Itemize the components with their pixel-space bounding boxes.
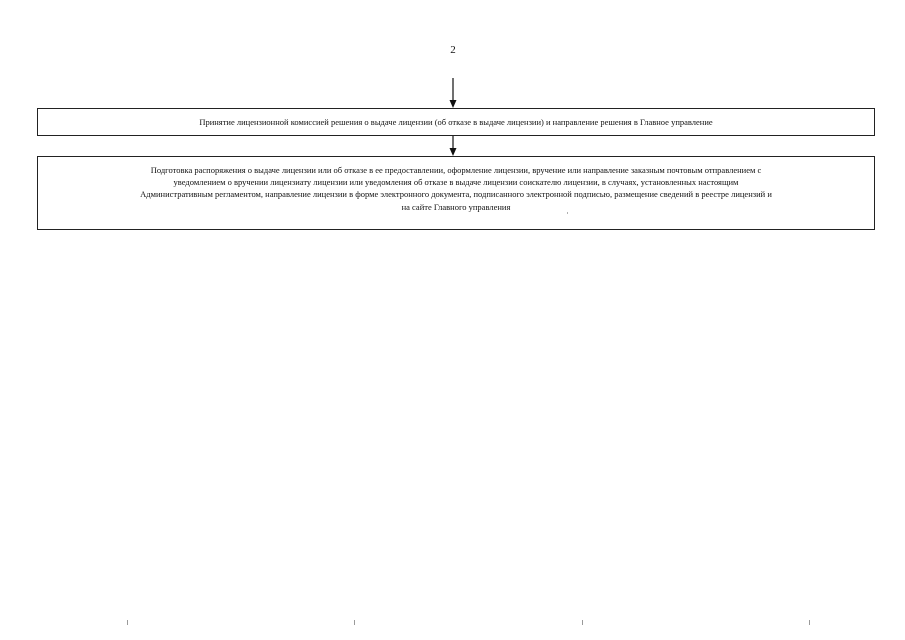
scan-mark <box>127 620 128 625</box>
scan-speck <box>567 212 568 214</box>
arrow-down-icon <box>443 136 463 156</box>
step-text-line: Административным регламентом, направление лицензии в форме электронного документа, подписанного электронной подписью, размещение сведений в реестре лицензий и <box>140 189 772 200</box>
arrow-down-icon <box>443 78 463 108</box>
step-text-line: на сайте Главного управления <box>401 201 511 212</box>
step-text-line: Подготовка распоряжения о выдаче лицензии или об отказе в ее предоставлении, оформление лицензии, вручение или направление заказным почтовым отправлением с <box>150 165 762 175</box>
page-number: 2 <box>450 44 456 56</box>
scan-mark <box>809 620 810 625</box>
step-text-line: уведомлением о вручении лицензиату лицензии или уведомления об отказе в выдаче лицензии соискателю лицензии, в случаях, установленных настоящим <box>173 177 739 188</box>
step-text: Принятие лицензионной комиссией решения о выдаче лицензии (об отказе в выдаче лицензии) и направление решения в Главное управление <box>199 117 713 127</box>
step-box-license-issuance <box>37 156 875 230</box>
step-box-license-decision <box>37 108 875 136</box>
scan-mark <box>354 620 355 625</box>
scan-mark <box>582 620 583 625</box>
